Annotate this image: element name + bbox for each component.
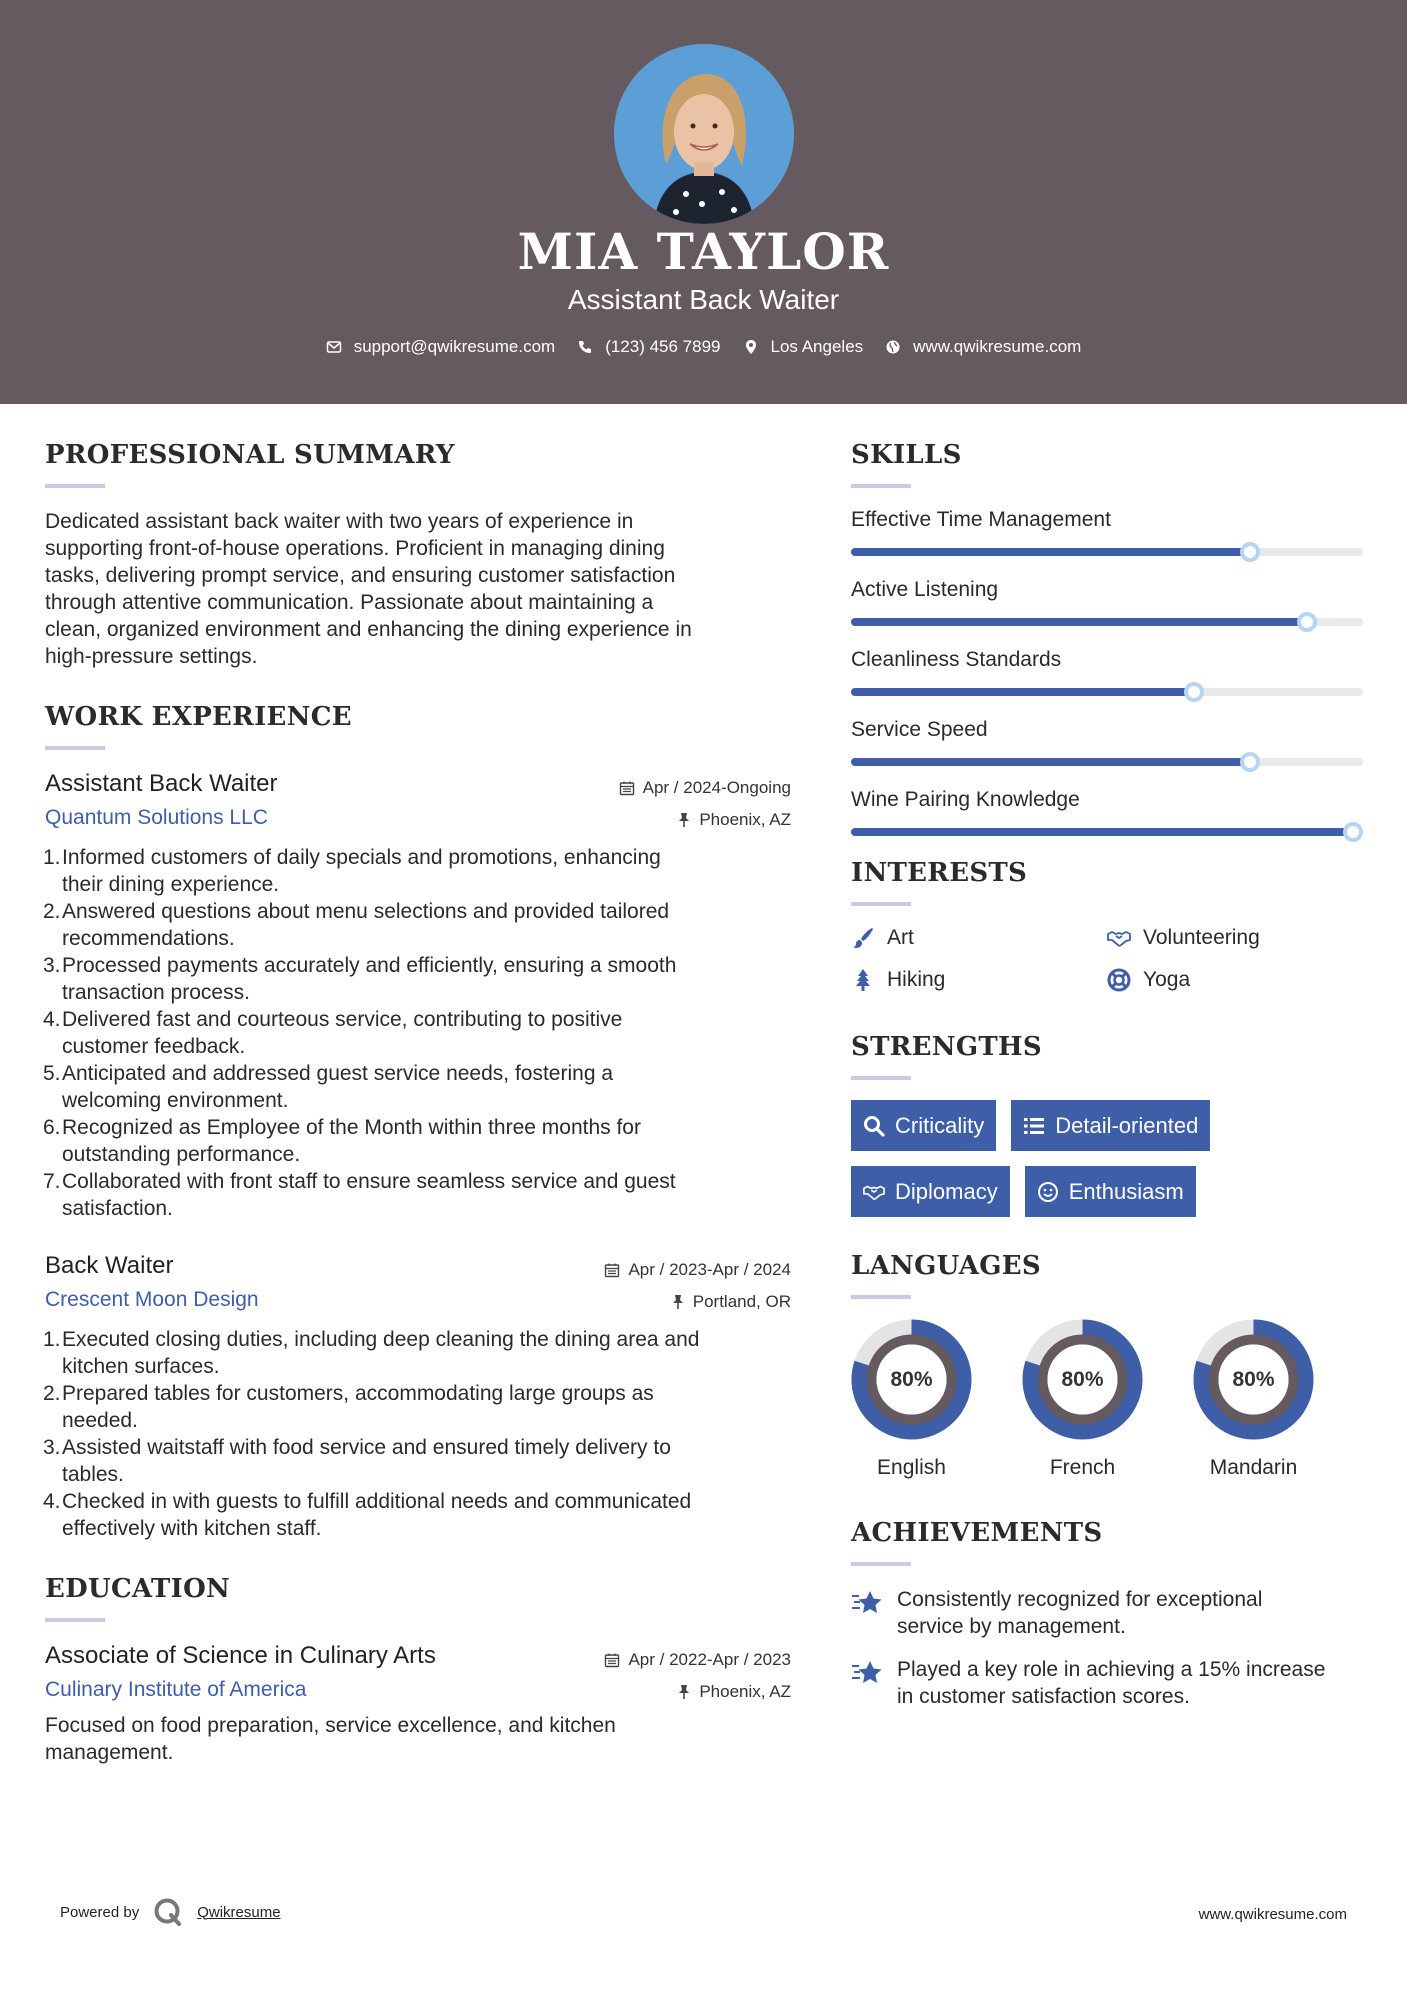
- skill-bar: [851, 548, 1363, 556]
- bullet-line: Processed payments accurately and efficiently, ensuring a smooth: [62, 954, 677, 977]
- bullet-number: 2.: [43, 900, 61, 923]
- summary-heading: PROFESSIONAL SUMMARY: [45, 440, 455, 470]
- strength-label: Criticality: [895, 1112, 985, 1138]
- skill-bar: [851, 828, 1363, 836]
- qwikresume-logo-icon: [153, 1897, 183, 1927]
- achievement-text: [897, 1586, 1262, 1640]
- bullet-text: [61, 1006, 622, 1060]
- bullet-line: effectively with kitchen staff.: [62, 1517, 322, 1540]
- job-title: Assistant Back Waiter: [45, 770, 278, 797]
- summary-section: [45, 440, 791, 670]
- handshake-icon: [863, 1181, 885, 1203]
- skill-bar: [851, 688, 1363, 696]
- language-percent: 80%: [1061, 1367, 1104, 1391]
- profile-photo: [614, 44, 794, 224]
- achievement-item: [851, 1586, 1363, 1640]
- interest-list: [851, 926, 1363, 992]
- section-divider: [851, 484, 911, 488]
- achievement-line: Played a key role in achieving a 15% increase: [897, 1658, 1326, 1681]
- job-bullet: [45, 1114, 791, 1168]
- education-row: [45, 1642, 791, 1670]
- section-divider: [45, 746, 105, 750]
- bullet-line: recommendations.: [62, 927, 235, 950]
- language-ring: [851, 1319, 972, 1440]
- skill-name: Wine Pairing Knowledge: [851, 788, 1080, 811]
- candidate-title: Assistant Back Waiter: [567, 284, 840, 315]
- calendar-icon: [619, 780, 635, 796]
- interest-label: Hiking: [887, 968, 946, 991]
- skill-bar-knob: [1240, 752, 1260, 772]
- summary-line: supporting front-of-house operations. Proficient in managing dining: [45, 537, 665, 560]
- star-icon: [851, 1658, 883, 1688]
- powered-by-text: Powered by: [60, 1903, 140, 1921]
- experience-section: [45, 702, 791, 1542]
- language-list: [851, 1319, 1363, 1480]
- education-line: Focused on food preparation, service excellence, and kitchen: [45, 1714, 616, 1737]
- star-icon: [851, 1588, 883, 1618]
- skill-bar: [851, 618, 1363, 626]
- qwikresume-link[interactable]: Qwikresume: [197, 1903, 281, 1921]
- bullet-line: Collaborated with front staff to ensure seamless service and guest: [62, 1170, 676, 1193]
- list-icon: [1023, 1115, 1045, 1137]
- language-item: [851, 1319, 972, 1480]
- achievement-line: in customer satisfaction scores.: [897, 1685, 1190, 1708]
- summary-line: high-pressure settings.: [45, 645, 258, 668]
- calendar-icon: [604, 1262, 620, 1278]
- strengths-section: [851, 1032, 1363, 1217]
- calendar-icon: [604, 1652, 620, 1668]
- bullet-text: [61, 1326, 699, 1380]
- contact-email[interactable]: [326, 337, 556, 357]
- job-bullet: [45, 1060, 791, 1114]
- company-name: Crescent Moon Design: [45, 1288, 259, 1311]
- handshake-icon: [1107, 926, 1131, 950]
- job-header: [45, 770, 791, 798]
- bullet-line: needed.: [62, 1409, 138, 1432]
- job-location-text: Phoenix, AZ: [699, 810, 791, 829]
- job-header: [45, 1252, 791, 1280]
- skill-bar-fill: [851, 688, 1194, 696]
- job-entry: [45, 1252, 791, 1542]
- section-divider: [851, 902, 911, 906]
- bullet-line: Informed customers of daily specials and promotions, enhancing: [62, 846, 661, 869]
- map-pin-icon: [743, 339, 759, 355]
- job-location-text: Portland, OR: [692, 1292, 791, 1311]
- education-date-text: Apr / 2022-Apr / 2023: [628, 1650, 791, 1669]
- bullet-number: 4.: [43, 1008, 61, 1031]
- bullet-number: 1.: [43, 1328, 61, 1351]
- summary-text: [45, 508, 791, 670]
- strengths-heading: STRENGTHS: [851, 1032, 1042, 1062]
- strength-badge: [851, 1100, 996, 1151]
- skills-heading: SKILLS: [851, 440, 962, 470]
- language-name: English: [877, 1456, 946, 1479]
- bullet-number: 3.: [43, 1436, 61, 1459]
- strength-badge: [851, 1166, 1010, 1217]
- interests-heading: INTERESTS: [851, 858, 1028, 888]
- bullet-line: Anticipated and addressed guest service needs, fostering a: [62, 1062, 614, 1085]
- bullet-line: transaction process.: [62, 981, 250, 1004]
- bullet-number: 5.: [43, 1062, 61, 1085]
- skill-item: [851, 578, 1363, 626]
- bullet-line: tables.: [62, 1463, 124, 1486]
- bullet-number: 7.: [43, 1170, 61, 1193]
- bullet-number: 6.: [43, 1116, 61, 1139]
- job-bullet: [45, 1488, 791, 1542]
- pushpin-icon: [671, 1294, 685, 1310]
- section-divider: [45, 484, 105, 488]
- job-date: [619, 778, 791, 798]
- lifering-icon: [1107, 968, 1131, 992]
- strength-list: [851, 1100, 1331, 1217]
- skill-bar-knob: [1184, 682, 1204, 702]
- job-entry: [45, 770, 791, 1222]
- education-date: [604, 1650, 791, 1670]
- achievement-line: Consistently recognized for exceptional: [897, 1588, 1263, 1611]
- globe-icon: [885, 339, 901, 355]
- bullet-line: Answered questions about menu selections and provided tailored: [62, 900, 670, 923]
- interest-label: Volunteering: [1143, 926, 1260, 949]
- skill-item: [851, 648, 1363, 696]
- website-text: www.qwikresume.com: [913, 337, 1082, 356]
- bullet-line: outstanding performance.: [62, 1143, 301, 1166]
- education-line: management.: [45, 1741, 174, 1764]
- achievements-heading: ACHIEVEMENTS: [851, 1518, 1103, 1548]
- bullet-text: [61, 1168, 676, 1222]
- contact-phone[interactable]: [577, 337, 720, 357]
- smile-icon: [1037, 1181, 1059, 1203]
- job-date: [604, 1260, 791, 1280]
- interest-item: [851, 968, 1107, 992]
- language-item: [1022, 1319, 1143, 1480]
- bullet-text: [61, 1060, 613, 1114]
- languages-heading: LANGUAGES: [851, 1251, 1041, 1281]
- job-bullet: [45, 844, 791, 898]
- achievements-section: [851, 1518, 1363, 1710]
- language-name: Mandarin: [1209, 1456, 1298, 1479]
- company-name: Quantum Solutions LLC: [45, 806, 268, 829]
- bullet-text: [61, 1488, 691, 1542]
- summary-line: Dedicated assistant back waiter with two years of experience in: [45, 510, 634, 533]
- skill-item: [851, 788, 1363, 836]
- header-banner: [0, 0, 1407, 404]
- skill-bar-knob: [1240, 542, 1260, 562]
- job-subheader: [45, 806, 791, 830]
- bullet-text: [61, 1434, 671, 1488]
- skill-name: Active Listening: [851, 578, 999, 601]
- bullet-text: [61, 844, 661, 898]
- bullet-line: customer feedback.: [62, 1035, 246, 1058]
- strength-label: Enthusiasm: [1068, 1178, 1184, 1204]
- skill-name: Cleanliness Standards: [851, 648, 1062, 671]
- summary-line: through attentive communication. Passionate about maintaining a: [45, 591, 654, 614]
- strength-badge: [1025, 1166, 1196, 1217]
- job-bullet: [45, 1168, 791, 1222]
- education-section: [45, 1574, 791, 1766]
- bullet-text: [61, 898, 669, 952]
- skill-bar-fill: [851, 548, 1250, 556]
- pushpin-icon: [677, 1684, 691, 1700]
- candidate-name: MIA TAYLOR: [517, 222, 890, 281]
- strength-label: Detail-oriented: [1055, 1112, 1199, 1138]
- pushpin-icon: [677, 812, 691, 828]
- education-location-text: Phoenix, AZ: [699, 1682, 791, 1701]
- education-heading: EDUCATION: [45, 1574, 231, 1604]
- section-divider: [45, 1618, 105, 1622]
- bullet-text: [61, 1114, 641, 1168]
- bullet-line: Executed closing duties, including deep cleaning the dining area and: [62, 1328, 700, 1351]
- bullet-number: 4.: [43, 1490, 61, 1513]
- achievement-item: [851, 1656, 1363, 1710]
- interest-item: [851, 926, 1107, 950]
- job-subheader: [45, 1288, 791, 1312]
- search-icon: [863, 1115, 885, 1137]
- bullet-number: 1.: [43, 846, 61, 869]
- contact-bar: [0, 337, 1407, 357]
- job-date-text: Apr / 2024-Ongoing: [642, 778, 791, 797]
- interest-label: Art: [887, 926, 914, 949]
- bullet-line: their dining experience.: [62, 873, 280, 896]
- bullet-number: 3.: [43, 954, 61, 977]
- strength-label: Diplomacy: [895, 1178, 998, 1204]
- language-name: French: [1049, 1456, 1116, 1479]
- job-bullets: [45, 1326, 791, 1542]
- skill-bar-fill: [851, 618, 1307, 626]
- job-list: [45, 770, 791, 1542]
- tree-icon: [851, 968, 875, 992]
- interest-item: [1107, 926, 1363, 950]
- job-date-text: Apr / 2023-Apr / 2024: [628, 1260, 791, 1279]
- bullet-line: Checked in with guests to fulfill additional needs and communicated: [62, 1490, 692, 1513]
- language-ring: [1022, 1319, 1143, 1440]
- section-divider: [851, 1562, 911, 1566]
- skill-bar-knob: [1343, 822, 1363, 842]
- contact-website[interactable]: [885, 337, 1081, 357]
- interests-section: [851, 858, 1363, 992]
- skill-bar-fill: [851, 828, 1363, 836]
- education-location: [677, 1682, 791, 1702]
- skill-name: Effective Time Management: [851, 508, 1111, 531]
- skill-bar-knob: [1297, 612, 1317, 632]
- job-bullet: [45, 1434, 791, 1488]
- skill-item: [851, 718, 1363, 766]
- languages-section: [851, 1251, 1363, 1480]
- language-percent: 80%: [890, 1367, 933, 1391]
- experience-heading: WORK EXPERIENCE: [45, 702, 352, 732]
- interest-label: Yoga: [1143, 968, 1191, 991]
- language-item: [1193, 1319, 1314, 1480]
- job-title: Back Waiter: [45, 1252, 174, 1279]
- location-text: Los Angeles: [770, 337, 864, 356]
- education-description: [45, 1712, 791, 1766]
- strength-badge: [1011, 1100, 1210, 1151]
- email-text: support@qwikresume.com: [353, 337, 556, 356]
- skills-section: [851, 440, 1363, 836]
- school-name: Culinary Institute of America: [45, 1678, 307, 1701]
- right-column: [851, 440, 1363, 1726]
- achievement-line: service by management.: [897, 1615, 1126, 1638]
- achievement-text: [897, 1656, 1325, 1710]
- job-bullets: [45, 844, 791, 1222]
- skill-item: [851, 508, 1363, 556]
- skill-name: Service Speed: [851, 718, 988, 741]
- job-location: [671, 1292, 791, 1312]
- bullet-line: kitchen surfaces.: [62, 1355, 220, 1378]
- job-bullet: [45, 1006, 791, 1060]
- job-bullet: [45, 1380, 791, 1434]
- job-bullet: [45, 952, 791, 1006]
- job-location: [677, 810, 791, 830]
- section-divider: [851, 1076, 911, 1080]
- contact-location: [743, 337, 864, 357]
- envelope-icon: [326, 339, 342, 355]
- language-ring: [1193, 1319, 1314, 1440]
- job-bullet: [45, 898, 791, 952]
- bullet-number: 2.: [43, 1382, 61, 1405]
- skill-list: [851, 508, 1363, 836]
- bullet-line: Prepared tables for customers, accommodating large groups as: [62, 1382, 654, 1405]
- footer-branding: [60, 1897, 281, 1927]
- education-row-2: [45, 1678, 791, 1702]
- section-divider: [851, 1295, 911, 1299]
- bullet-line: Assisted waitstaff with food service and ensured timely delivery to: [62, 1436, 671, 1459]
- summary-line: clean, organized environment and enhancing the dining experience in: [45, 618, 692, 641]
- bullet-line: satisfaction.: [62, 1197, 173, 1220]
- bullet-line: welcoming environment.: [62, 1089, 289, 1112]
- phone-text: (123) 456 7899: [605, 337, 721, 356]
- bullet-text: [61, 1380, 654, 1434]
- footer-website[interactable]: www.qwikresume.com: [1198, 1906, 1347, 1923]
- bullet-text: [61, 952, 676, 1006]
- degree-title: Associate of Science in Culinary Arts: [45, 1642, 436, 1669]
- phone-icon: [577, 339, 593, 355]
- skill-bar-fill: [851, 758, 1250, 766]
- bullet-line: Delivered fast and courteous service, contributing to positive: [62, 1008, 623, 1031]
- skill-bar: [851, 758, 1363, 766]
- interest-item: [1107, 968, 1363, 992]
- bullet-line: Recognized as Employee of the Month within three months for: [62, 1116, 641, 1139]
- left-column: [45, 440, 791, 1766]
- language-percent: 80%: [1232, 1367, 1275, 1391]
- summary-line: tasks, delivering prompt service, and ensuring customer satisfaction: [45, 564, 676, 587]
- job-bullet: [45, 1326, 791, 1380]
- paintbrush-icon: [851, 926, 875, 950]
